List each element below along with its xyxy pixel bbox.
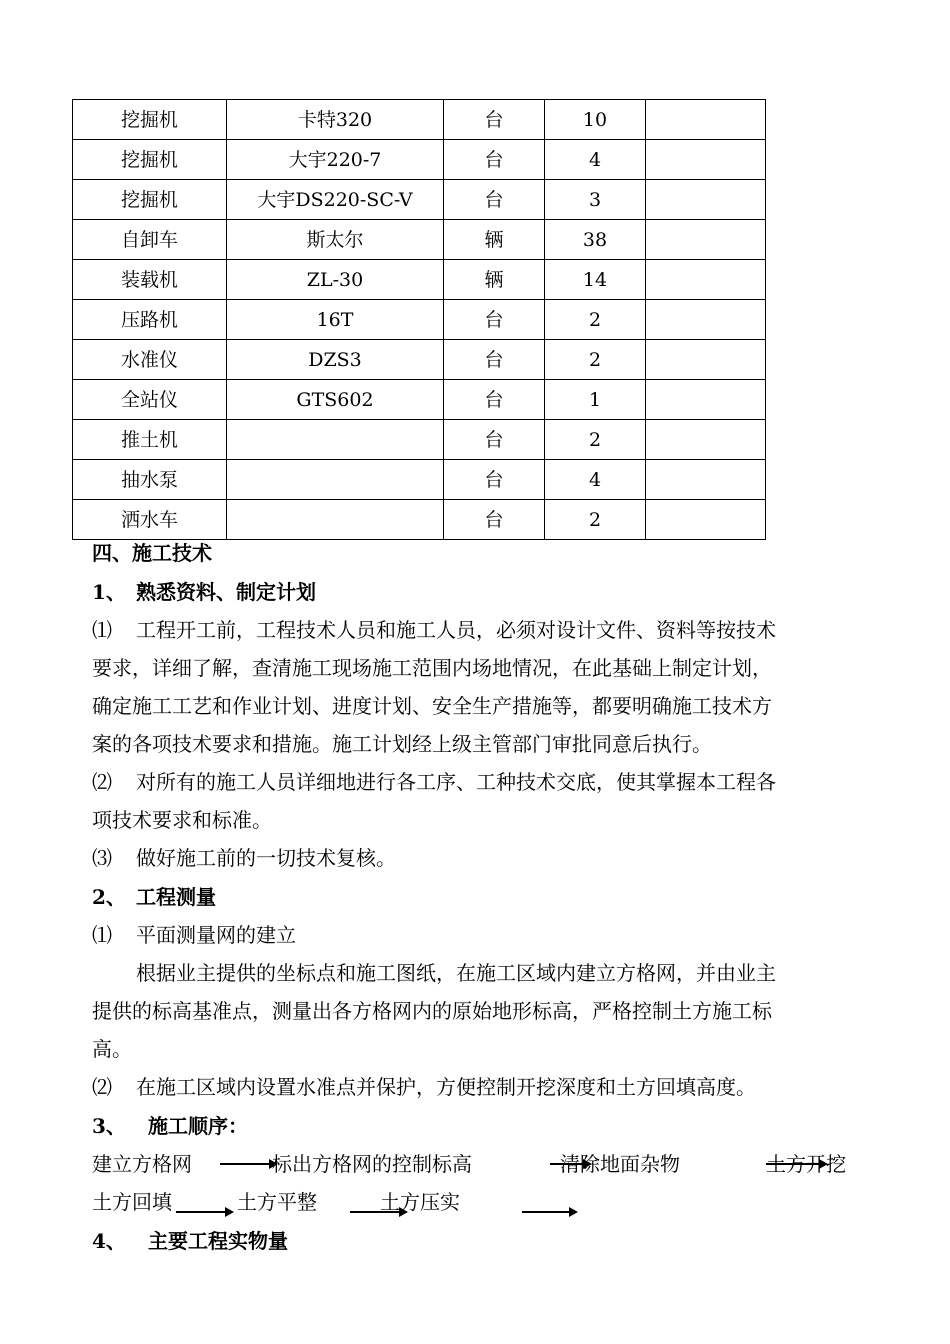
subsection-title: 熟悉资料、制定计划 (136, 580, 316, 604)
equipment-name-cell: 挖掘机 (73, 180, 227, 220)
equipment-name-cell: 洒水车 (73, 500, 227, 540)
sequence-step: 土方开挖 (766, 1152, 846, 1176)
remark-cell (646, 420, 766, 460)
remark-cell (646, 140, 766, 180)
model-cell: GTS602 (227, 380, 444, 420)
unit-cell: 辆 (444, 220, 545, 260)
model-cell (227, 460, 444, 500)
paragraph-line: ⑶ 做好施工前的一切技术复核。 (92, 846, 396, 870)
unit-cell: 台 (444, 100, 545, 140)
model-cell: DZS3 (227, 340, 444, 380)
table-row (73, 380, 766, 420)
equipment-name-cell: 水准仪 (73, 340, 227, 380)
arrow-icon (220, 1163, 276, 1165)
equipment-name-cell: 挖掘机 (73, 140, 227, 180)
sequence-step: 土方回填 (92, 1190, 172, 1214)
subsection-number: 2、 (92, 885, 126, 909)
remark-cell (646, 100, 766, 140)
paragraph-line: 确定施工工艺和作业计划、进度计划、安全生产措施等，都要明确施工技术方 (92, 694, 772, 718)
table-row (73, 300, 766, 340)
paragraph-line: ⑵ 在施工区域内设置水准点并保护，方便控制开挖深度和土方回填高度。 (92, 1075, 756, 1099)
unit-cell: 台 (444, 340, 545, 380)
equipment-table (72, 99, 766, 540)
paragraph-line: ⑴ 平面测量网的建立 (92, 923, 296, 947)
quantity-cell: 1 (545, 380, 646, 420)
subsection-number: 4、 (92, 1229, 126, 1253)
remark-cell (646, 500, 766, 540)
quantity-cell: 14 (545, 260, 646, 300)
remark-cell (646, 260, 766, 300)
unit-cell: 台 (444, 420, 545, 460)
table-row (73, 500, 766, 540)
item-number: ⑵ (92, 1075, 112, 1099)
paragraph-line: ⑴ 工程开工前，工程技术人员和施工人员，必须对设计文件、资料等按技术 (92, 618, 776, 642)
model-cell: ZL-30 (227, 260, 444, 300)
arrow-icon (522, 1211, 576, 1213)
equipment-name-cell: 全站仪 (73, 380, 227, 420)
remark-cell (646, 180, 766, 220)
quantity-cell: 4 (545, 140, 646, 180)
model-cell: 16T (227, 300, 444, 340)
table-row (73, 220, 766, 260)
item-number: ⑶ (92, 846, 112, 870)
table-row (73, 420, 766, 460)
unit-cell: 台 (444, 380, 545, 420)
table-row (73, 140, 766, 180)
equipment-name-cell: 挖掘机 (73, 100, 227, 140)
sequence-step: 土方压实 (380, 1190, 460, 1214)
paragraph-line: 高。 (92, 1037, 132, 1061)
paragraph-line: 根据业主提供的坐标点和施工图纸，在施工区域内建立方格网，并由业主 (136, 961, 776, 985)
sequence-step: 标出方格网的控制标高 (272, 1152, 472, 1176)
item-number: ⑴ (92, 923, 112, 947)
quantity-cell: 2 (545, 340, 646, 380)
item-number: ⑵ (92, 770, 112, 794)
table-row (73, 180, 766, 220)
equipment-name-cell: 压路机 (73, 300, 227, 340)
unit-cell: 台 (444, 500, 545, 540)
sequence-step: 建立方格网 (92, 1152, 192, 1176)
remark-cell (646, 220, 766, 260)
paragraph-line: 要求，详细了解，查清施工现场施工范围内场地情况，在此基础上制定计划， (92, 656, 772, 680)
subsection-4-title (92, 1229, 288, 1253)
subsection-title: 主要工程实物量 (148, 1229, 288, 1253)
unit-cell: 辆 (444, 260, 545, 300)
quantity-cell: 2 (545, 300, 646, 340)
remark-cell (646, 380, 766, 420)
model-cell: 大宇220-7 (227, 140, 444, 180)
equipment-name-cell: 装载机 (73, 260, 227, 300)
subsection-3-title (92, 1114, 248, 1138)
unit-cell: 台 (444, 140, 545, 180)
subsection-number: 1、 (92, 580, 126, 604)
table-row (73, 100, 766, 140)
subsection-number: 3、 (92, 1114, 126, 1138)
item-number: ⑴ (92, 618, 112, 642)
model-cell: 斯太尔 (227, 220, 444, 260)
subsection-title: 工程测量 (136, 885, 216, 909)
arrow-icon (176, 1211, 232, 1213)
section-heading: 四、施工技术 (92, 541, 212, 565)
unit-cell: 台 (444, 460, 545, 500)
model-cell (227, 500, 444, 540)
paragraph-line: ⑵ 对所有的施工人员详细地进行各工序、工种技术交底，使其掌握本工程各 (92, 770, 776, 794)
quantity-cell: 3 (545, 180, 646, 220)
remark-cell (646, 460, 766, 500)
equipment-name-cell: 推土机 (73, 420, 227, 460)
paragraph-line: 项技术要求和标准。 (92, 808, 272, 832)
table-row (73, 260, 766, 300)
paragraph-line: 案的各项技术要求和措施。施工计划经上级主管部门审批同意后执行。 (92, 732, 712, 756)
remark-cell (646, 300, 766, 340)
table-row (73, 340, 766, 380)
table-row (73, 460, 766, 500)
quantity-cell: 38 (545, 220, 646, 260)
unit-cell: 台 (444, 300, 545, 340)
sequence-step: 清除地面杂物 (560, 1152, 680, 1176)
subsection-2-title (92, 885, 216, 909)
model-cell: 大宇DS220-SC-V (227, 180, 444, 220)
quantity-cell: 10 (545, 100, 646, 140)
quantity-cell: 4 (545, 460, 646, 500)
paragraph-line: 提供的标高基准点，测量出各方格网内的原始地形标高，严格控制土方施工标 (92, 999, 772, 1023)
model-cell (227, 420, 444, 460)
model-cell: 卡特320 (227, 100, 444, 140)
unit-cell: 台 (444, 180, 545, 220)
quantity-cell: 2 (545, 500, 646, 540)
quantity-cell: 2 (545, 420, 646, 460)
equipment-name-cell: 抽水泵 (73, 460, 227, 500)
subsection-title: 施工顺序： (148, 1114, 248, 1138)
sequence-step: 土方平整 (237, 1190, 317, 1214)
subsection-1-title (92, 580, 316, 604)
equipment-name-cell: 自卸车 (73, 220, 227, 260)
remark-cell (646, 340, 766, 380)
